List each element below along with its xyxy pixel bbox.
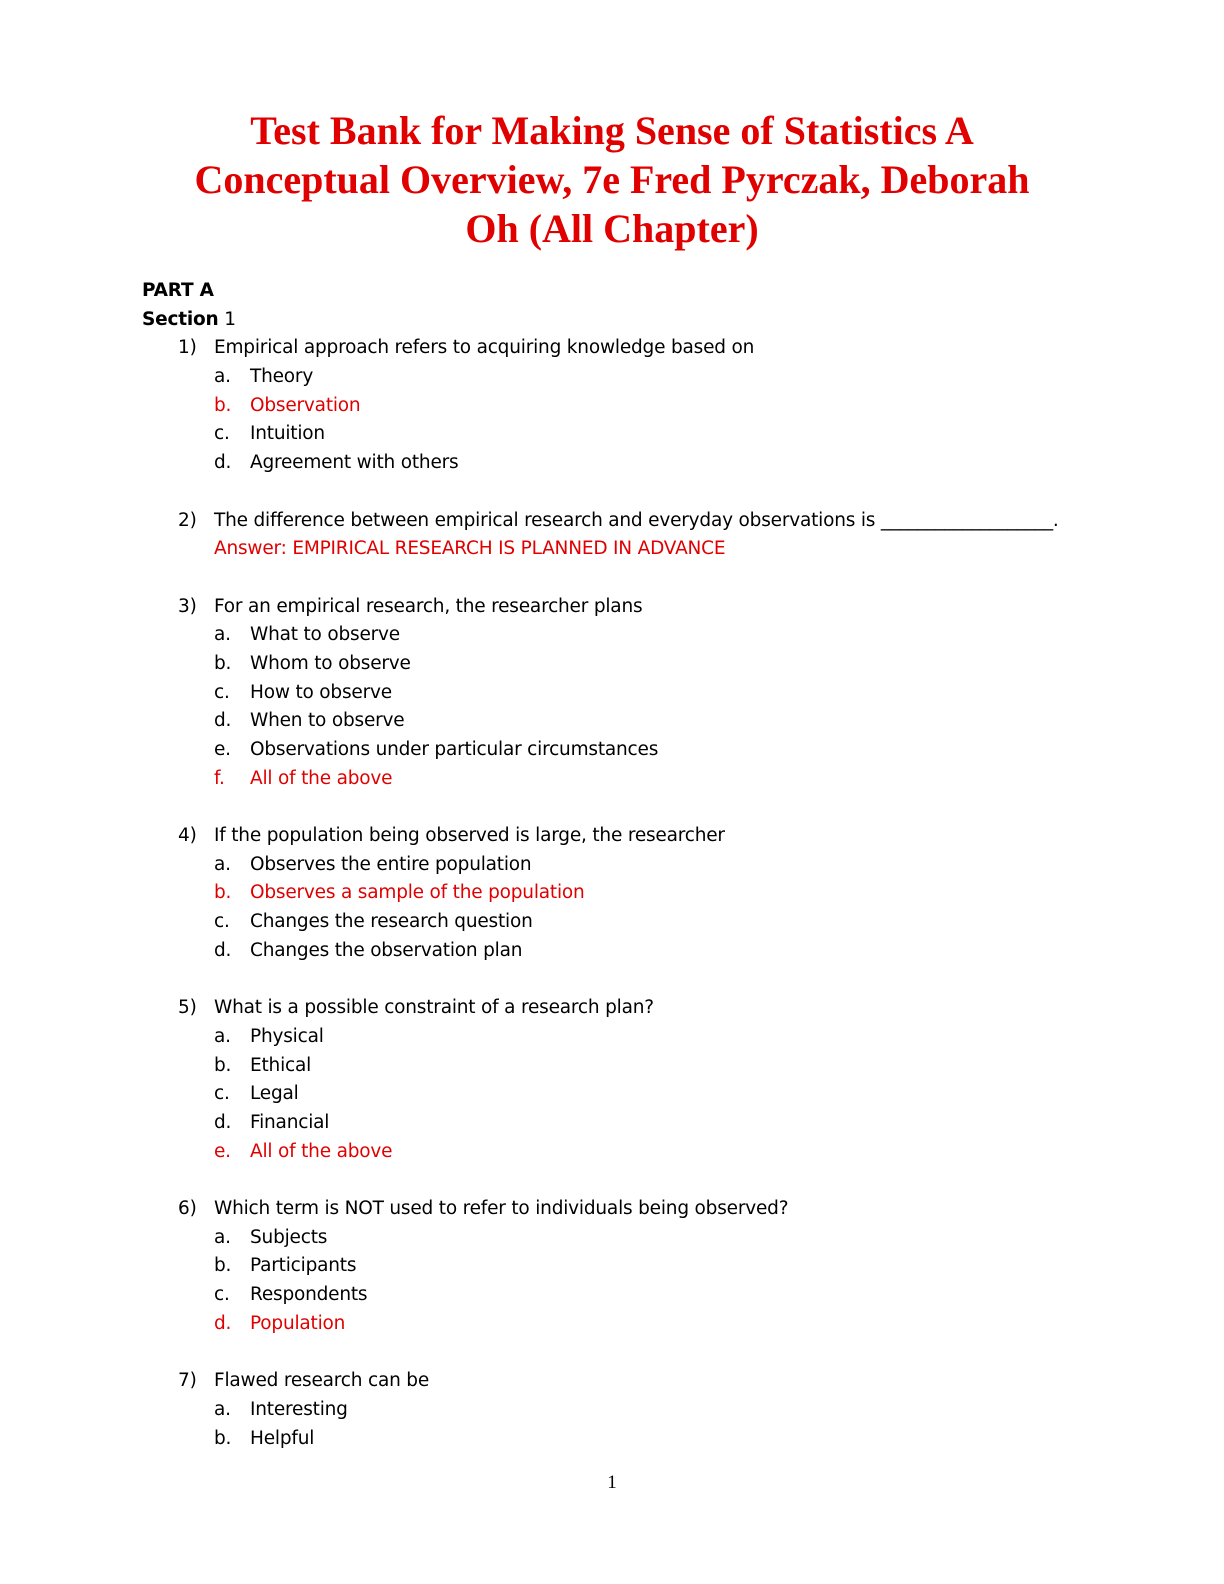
option-letter: a. [214,1398,231,1420]
option-text: Interesting [250,1398,348,1420]
option-text: Observes the entire population [250,853,532,875]
section-label: Section [142,308,219,330]
correct-option [142,392,1102,421]
option-item [142,1023,1102,1052]
question [142,593,1102,622]
option-item [142,1396,1102,1425]
option-letter: d. [214,1111,232,1133]
option-text: Legal [250,1083,299,1105]
option-item [142,1080,1102,1109]
page-number: 1 [607,1472,617,1493]
question-number: 3) [178,595,197,617]
spacer [142,966,1102,995]
option-text: Respondents [250,1284,368,1306]
option-letter: d. [214,452,232,474]
option-letter: b. [214,1054,232,1076]
document-title [112,106,1112,253]
spacer [142,793,1102,822]
question-number: 5) [178,997,197,1019]
question-text: What is a possible constraint of a research plan? [214,997,654,1019]
option-text: Intuition [250,423,325,445]
question-text: Empirical approach refers to acquiring knowledge based on [214,337,755,359]
option-item [142,449,1102,478]
option-letter: d. [214,1312,232,1334]
option-text: Subjects [250,1226,328,1248]
spacer [142,564,1102,593]
option-item [142,420,1102,449]
option-letter: c. [214,423,230,445]
question [142,994,1102,1023]
option-letter: a. [214,366,231,388]
spacer [142,1166,1102,1195]
option-letter: b. [214,394,232,416]
correct-option [142,1310,1102,1339]
option-letter: f. [214,767,225,789]
test-content [142,277,1102,1453]
option-letter: b. [214,1427,232,1449]
question-text: If the population being observed is large, the researcher [214,825,725,847]
option-item [142,707,1102,736]
question [142,507,1102,536]
option-text: How to observe [250,681,392,703]
option-text: Agreement with others [250,452,459,474]
question [142,1367,1102,1396]
option-item [142,363,1102,392]
option-item [142,851,1102,880]
option-letter: e. [214,739,231,760]
question-number: 6) [178,1198,197,1219]
title-line: Test Bank for Making Sense of Statistics A [250,108,974,153]
option-letter: c. [214,1083,230,1105]
option-item [142,679,1102,708]
option-item [142,908,1102,937]
question [142,1195,1102,1224]
option-text: Financial [250,1111,330,1133]
part-heading: PART A [142,280,214,301]
option-text: Physical [250,1025,324,1047]
option-text: Participants [250,1255,357,1277]
option-letter: a. [214,1226,231,1248]
option-letter: c. [214,681,230,703]
correct-option [142,1138,1102,1167]
option-item [142,650,1102,679]
option-item [142,1425,1102,1454]
question-text: Flawed research can be [214,1370,430,1392]
option-text: Changes the research question [250,911,533,933]
option-letter: c. [214,1284,230,1306]
option-letter: c. [214,911,230,933]
option-text: All of the above [250,767,393,789]
option-text: Observes a sample of the population [250,882,585,904]
option-item [142,937,1102,966]
option-text: Helpful [250,1427,315,1449]
correct-option [142,765,1102,794]
question-number: 2) [178,509,197,531]
title-line: Conceptual Overview, 7e Fred Pyrczak, Deborah [194,157,1030,202]
option-letter: b. [214,1255,232,1277]
option-text: Observation [250,394,361,416]
section-number: 1 [224,308,236,330]
option-text: When to observe [250,710,405,732]
question [142,822,1102,851]
option-item [142,1052,1102,1081]
option-item [142,736,1102,765]
spacer [142,1338,1102,1367]
answer-text: Answer: EMPIRICAL RESEARCH IS PLANNED IN ADVANCE [214,538,726,560]
correct-option [142,879,1102,908]
option-letter: a. [214,853,231,875]
question-number: 4) [178,825,197,847]
option-text: What to observe [250,624,400,646]
option-text: All of the above [250,1140,393,1162]
option-item [142,1281,1102,1310]
option-item [142,1224,1102,1253]
option-item [142,1252,1102,1281]
question-text: Which term is NOT used to refer to individuals being observed? [214,1198,789,1219]
option-letter: d. [214,939,232,961]
option-text: Changes the observation plan [250,939,523,961]
option-item [142,621,1102,650]
question-text: For an empirical research, the researcher plans [214,595,643,617]
option-text: Whom to observe [250,652,411,674]
question [142,334,1102,363]
question-number: 1) [178,337,197,359]
option-letter: e. [214,1140,231,1162]
section-heading [142,306,1102,335]
option-letter: a. [214,624,231,646]
option-text: Observations under particular circumstances [250,739,659,760]
spacer [142,478,1102,507]
question-text: The difference between empirical research and everyday observations is ___________________. [214,509,1059,531]
option-text: Theory [250,366,314,388]
option-text: Ethical [250,1054,312,1076]
option-letter: d. [214,710,232,732]
option-item [142,1109,1102,1138]
option-text: Population [250,1312,346,1334]
option-letter: b. [214,882,232,904]
option-letter: b. [214,652,232,674]
question-number: 7) [178,1370,197,1392]
option-letter: a. [214,1025,231,1047]
title-line: Oh (All Chapter) [465,206,759,251]
